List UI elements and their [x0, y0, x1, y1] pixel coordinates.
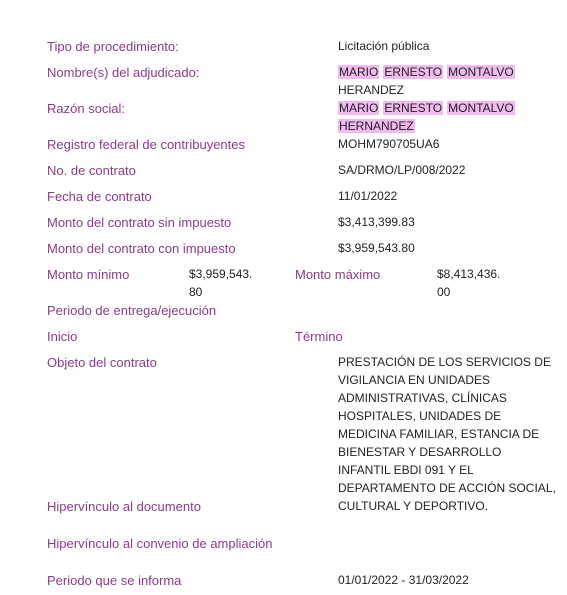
razon-value — [338, 99, 538, 135]
inicio-label: Inicio — [47, 329, 78, 344]
fecha-value: 11/01/2022 — [338, 189, 398, 203]
minimo-value: $3,959,543.80 — [189, 267, 253, 299]
maximo-value: $8,413,436.00 — [437, 267, 501, 299]
objeto-value: PRESTACIÓN DE LOS SERVICIOS DE VIGILANCIA EN UNIDADES ADMINISTRATIVAS, CLÍNICAS HOSPITALES, UNIDADES DE MEDICINA FAMILIAR, ESTANCIA DE BIENESTAR Y DESARROLLO INFANTIL EBDI 091 Y EL DEPARTAMENTO DE ACCIÓN SOCIAL, CULTURAL Y DEPORTIVO. — [338, 355, 556, 513]
tipo-value: Licitación pública — [338, 39, 430, 53]
nombre-highlight-3: MONTALVO — [448, 65, 514, 79]
fecha-label: Fecha de contrato — [47, 189, 152, 204]
contrato-value: SA/DRMO/LP/008/2022 — [338, 163, 466, 177]
informa-label: Periodo que se informa — [47, 573, 182, 588]
nombre-highlight-2: ERNESTO — [384, 65, 443, 79]
nombre-label: Nombre(s) del adjudicado: — [47, 65, 200, 80]
nombre-value — [338, 63, 538, 99]
periodo-label: Periodo de entrega/ejecución — [47, 303, 217, 318]
termino-label: Término — [295, 329, 343, 344]
nombre-highlight-1: MARIO — [339, 65, 379, 79]
hiper-doc-label: Hipervínculo al documento — [47, 499, 201, 514]
monto-con-value: $3,959,543.80 — [338, 241, 415, 255]
monto-con-label: Monto del contrato con impuesto — [47, 241, 236, 256]
hiper-conv-label: Hipervínculo al convenio de ampliación — [47, 536, 273, 551]
rfc-value: MOHM790705UA6 — [338, 137, 440, 151]
razon-label: Razón social: — [47, 101, 126, 116]
maximo-label: Monto máximo — [295, 267, 381, 282]
minimo-label: Monto mínimo — [47, 267, 130, 282]
nombre-rest: HERANDEZ — [338, 83, 405, 97]
objeto-label: Objeto del contrato — [47, 355, 157, 370]
razon-highlight-1: MARIO — [339, 101, 379, 115]
tipo-label: Tipo de procedimiento: — [47, 39, 179, 54]
monto-sin-label: Monto del contrato sin impuesto — [47, 215, 232, 230]
razon-highlight-4: HERNANDEZ — [339, 119, 414, 133]
razon-highlight-3: MONTALVO — [448, 101, 514, 115]
monto-sin-value: $3,413,399.83 — [338, 215, 415, 229]
informa-value: 01/01/2022 - 31/03/2022 — [338, 573, 469, 587]
contrato-label: No. de contrato — [47, 163, 136, 178]
razon-highlight-2: ERNESTO — [384, 101, 443, 115]
rfc-label: Registro federal de contribuyentes — [47, 137, 246, 152]
